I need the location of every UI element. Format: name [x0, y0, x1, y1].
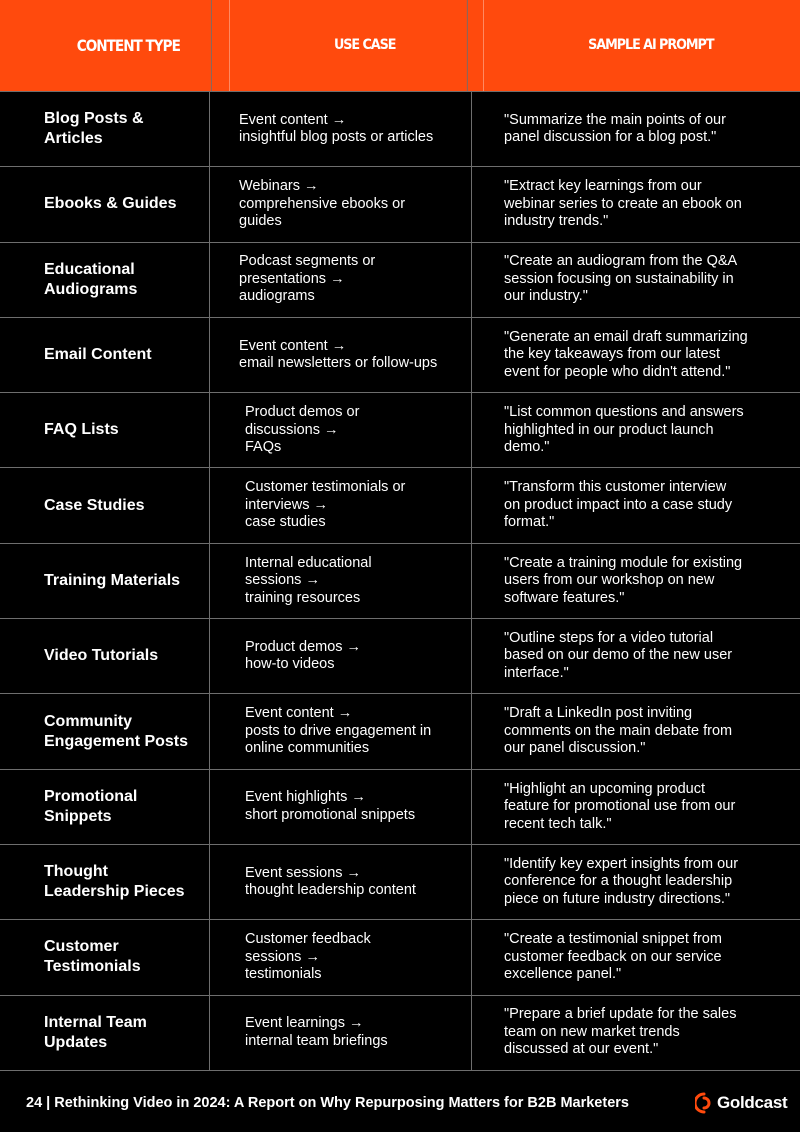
prompt-text: "Draft a LinkedIn post inviting comments on the main debate from our panel discussion."	[504, 705, 733, 757]
content-type-cell	[0, 770, 210, 844]
header-divider	[229, 0, 230, 91]
table-row	[0, 92, 800, 167]
table-row	[0, 845, 800, 920]
use-case-cell	[210, 920, 472, 994]
use-case-cell	[210, 92, 472, 166]
prompt-text: "Highlight an upcoming product feature for promotional use from our recent tech talk."	[504, 780, 736, 832]
prompt-text: "Transform this customer interview on product impact into a case study format."	[504, 479, 733, 531]
use-case-text: Product demos or discussions → FAQs	[245, 404, 360, 456]
goldcast-brand	[695, 1091, 787, 1115]
content-type-cell	[0, 694, 210, 768]
table-row	[0, 167, 800, 242]
goldcast-logo-icon	[695, 1092, 713, 1114]
use-case-cell	[210, 393, 472, 467]
content-type-cell	[0, 619, 210, 693]
content-type-text: FAQ Lists	[44, 421, 119, 439]
use-case-text: Event sessions → thought leadership content	[245, 864, 416, 899]
prompt-text: "Outline steps for a video tutorial based on our demo of the new user interface."	[504, 629, 733, 681]
use-case-cell	[210, 694, 472, 768]
content-type-cell	[0, 996, 210, 1070]
content-type-text: Blog Posts & Articles	[44, 110, 144, 148]
prompt-cell	[472, 770, 800, 844]
use-case-cell	[210, 318, 472, 392]
table-row	[0, 920, 800, 995]
content-type-text: Community Engagement Posts	[44, 712, 189, 750]
use-case-text: Product demos → how-to videos	[245, 638, 362, 673]
table-body	[0, 91, 800, 1071]
content-type-text: Ebooks & Guides	[44, 195, 177, 213]
use-case-cell	[210, 845, 472, 919]
prompt-text: "Create a testimonial snippet from customer feedback on our service excellence panel."	[504, 931, 722, 983]
page-footer	[0, 1071, 800, 1132]
prompt-text: "Create an audiogram from the Q&A session focusing on sustainability in our industry."	[504, 253, 738, 305]
use-case-text: Event learnings → internal team briefings	[245, 1015, 388, 1049]
use-case-text: Customer feedback sessions → testimonials	[245, 931, 371, 983]
use-case-cell	[210, 770, 472, 844]
content-type-text: Training Materials	[44, 571, 181, 589]
use-case-text: Podcast segments or presentations → audiograms	[239, 253, 376, 305]
use-case-cell	[210, 243, 472, 317]
use-case-text: Internal educational sessions → training resources	[245, 554, 372, 606]
header-divider	[483, 0, 484, 91]
content-type-cell	[0, 393, 210, 467]
prompt-text: "Summarize the main points of our panel discussion for a blog post."	[504, 111, 726, 146]
content-type-text: Internal Team Updates	[44, 1013, 147, 1051]
content-type-cell	[0, 920, 210, 994]
prompt-cell	[472, 544, 800, 618]
content-type-cell	[0, 167, 210, 241]
footer-text: 24 | Rethinking Video in 2024: A Report on Why Repurposing Matters for B2B Marketers	[26, 1095, 629, 1111]
table-row	[0, 544, 800, 619]
content-type-text: Thought Leadership Pieces	[44, 863, 185, 901]
brand-name: Goldcast	[717, 1093, 788, 1112]
prompt-text: "List common questions and answers highlighted in our product launch demo."	[504, 404, 744, 456]
content-type-text: Video Tutorials	[44, 647, 159, 665]
content-type-cell	[0, 92, 210, 166]
use-case-cell	[210, 544, 472, 618]
content-type-text: Customer Testimonials	[44, 938, 141, 976]
table-row	[0, 393, 800, 468]
content-type-cell	[0, 544, 210, 618]
table-row	[0, 318, 800, 393]
prompt-text: "Create a training module for existing users from our workshop on new software features."	[504, 554, 743, 606]
prompt-cell	[472, 167, 800, 241]
prompt-text: "Prepare a brief update for the sales team on new market trends discussed at our event."	[504, 1006, 737, 1058]
table-row	[0, 770, 800, 845]
prompt-text: "Extract key learnings from our webinar series to create an ebook on industry trends."	[504, 178, 742, 230]
use-case-text: Event content → email newsletters or follow-ups	[239, 337, 438, 372]
prompt-cell	[472, 619, 800, 693]
content-type-text: Email Content	[44, 346, 152, 364]
content-type-cell	[0, 468, 210, 542]
prompt-cell	[472, 694, 800, 768]
use-case-text: Event highlights → short promotional snippets	[245, 789, 416, 823]
use-case-cell	[210, 468, 472, 542]
use-case-text: Event content → posts to drive engagement in online communities	[245, 705, 432, 757]
prompt-cell	[472, 393, 800, 467]
use-case-text: Webinars → comprehensive ebooks or guides	[239, 178, 406, 230]
prompt-cell	[472, 318, 800, 392]
content-type-text: Case Studies	[44, 496, 145, 514]
use-case-text: Event content → insightful blog posts or articles	[239, 111, 434, 146]
content-type-cell	[0, 845, 210, 919]
table-row	[0, 468, 800, 543]
table-row	[0, 694, 800, 769]
prompt-text: "Generate an email draft summarizing the key takeaways from our latest event for people who didn't attend."	[504, 328, 748, 380]
prompt-cell	[472, 996, 800, 1070]
prompt-cell	[472, 845, 800, 919]
table-header	[0, 0, 800, 91]
use-case-cell	[210, 619, 472, 693]
header-sample-ai-prompt: SAMPLE AI PROMPT	[588, 36, 714, 53]
table-row	[0, 996, 800, 1071]
use-case-cell	[210, 167, 472, 241]
table-row	[0, 243, 800, 318]
prompt-cell	[472, 92, 800, 166]
header-use-case: USE CASE	[245, 0, 468, 91]
header-content-type: CONTENT TYPE	[17, 0, 211, 91]
prompt-text: "Identify key expert insights from our conference for a thought leadership piece on future industry directions."	[504, 855, 739, 907]
table-row	[0, 619, 800, 694]
content-type-text: Educational Audiograms	[44, 260, 138, 298]
use-case-text: Customer testimonials or interviews → case studies	[245, 479, 406, 531]
prompt-cell	[472, 920, 800, 994]
prompt-cell	[472, 468, 800, 542]
content-type-text: Promotional Snippets	[44, 787, 138, 825]
content-type-cell	[0, 318, 210, 392]
content-type-cell	[0, 243, 210, 317]
use-case-cell	[210, 996, 472, 1070]
prompt-cell	[472, 243, 800, 317]
